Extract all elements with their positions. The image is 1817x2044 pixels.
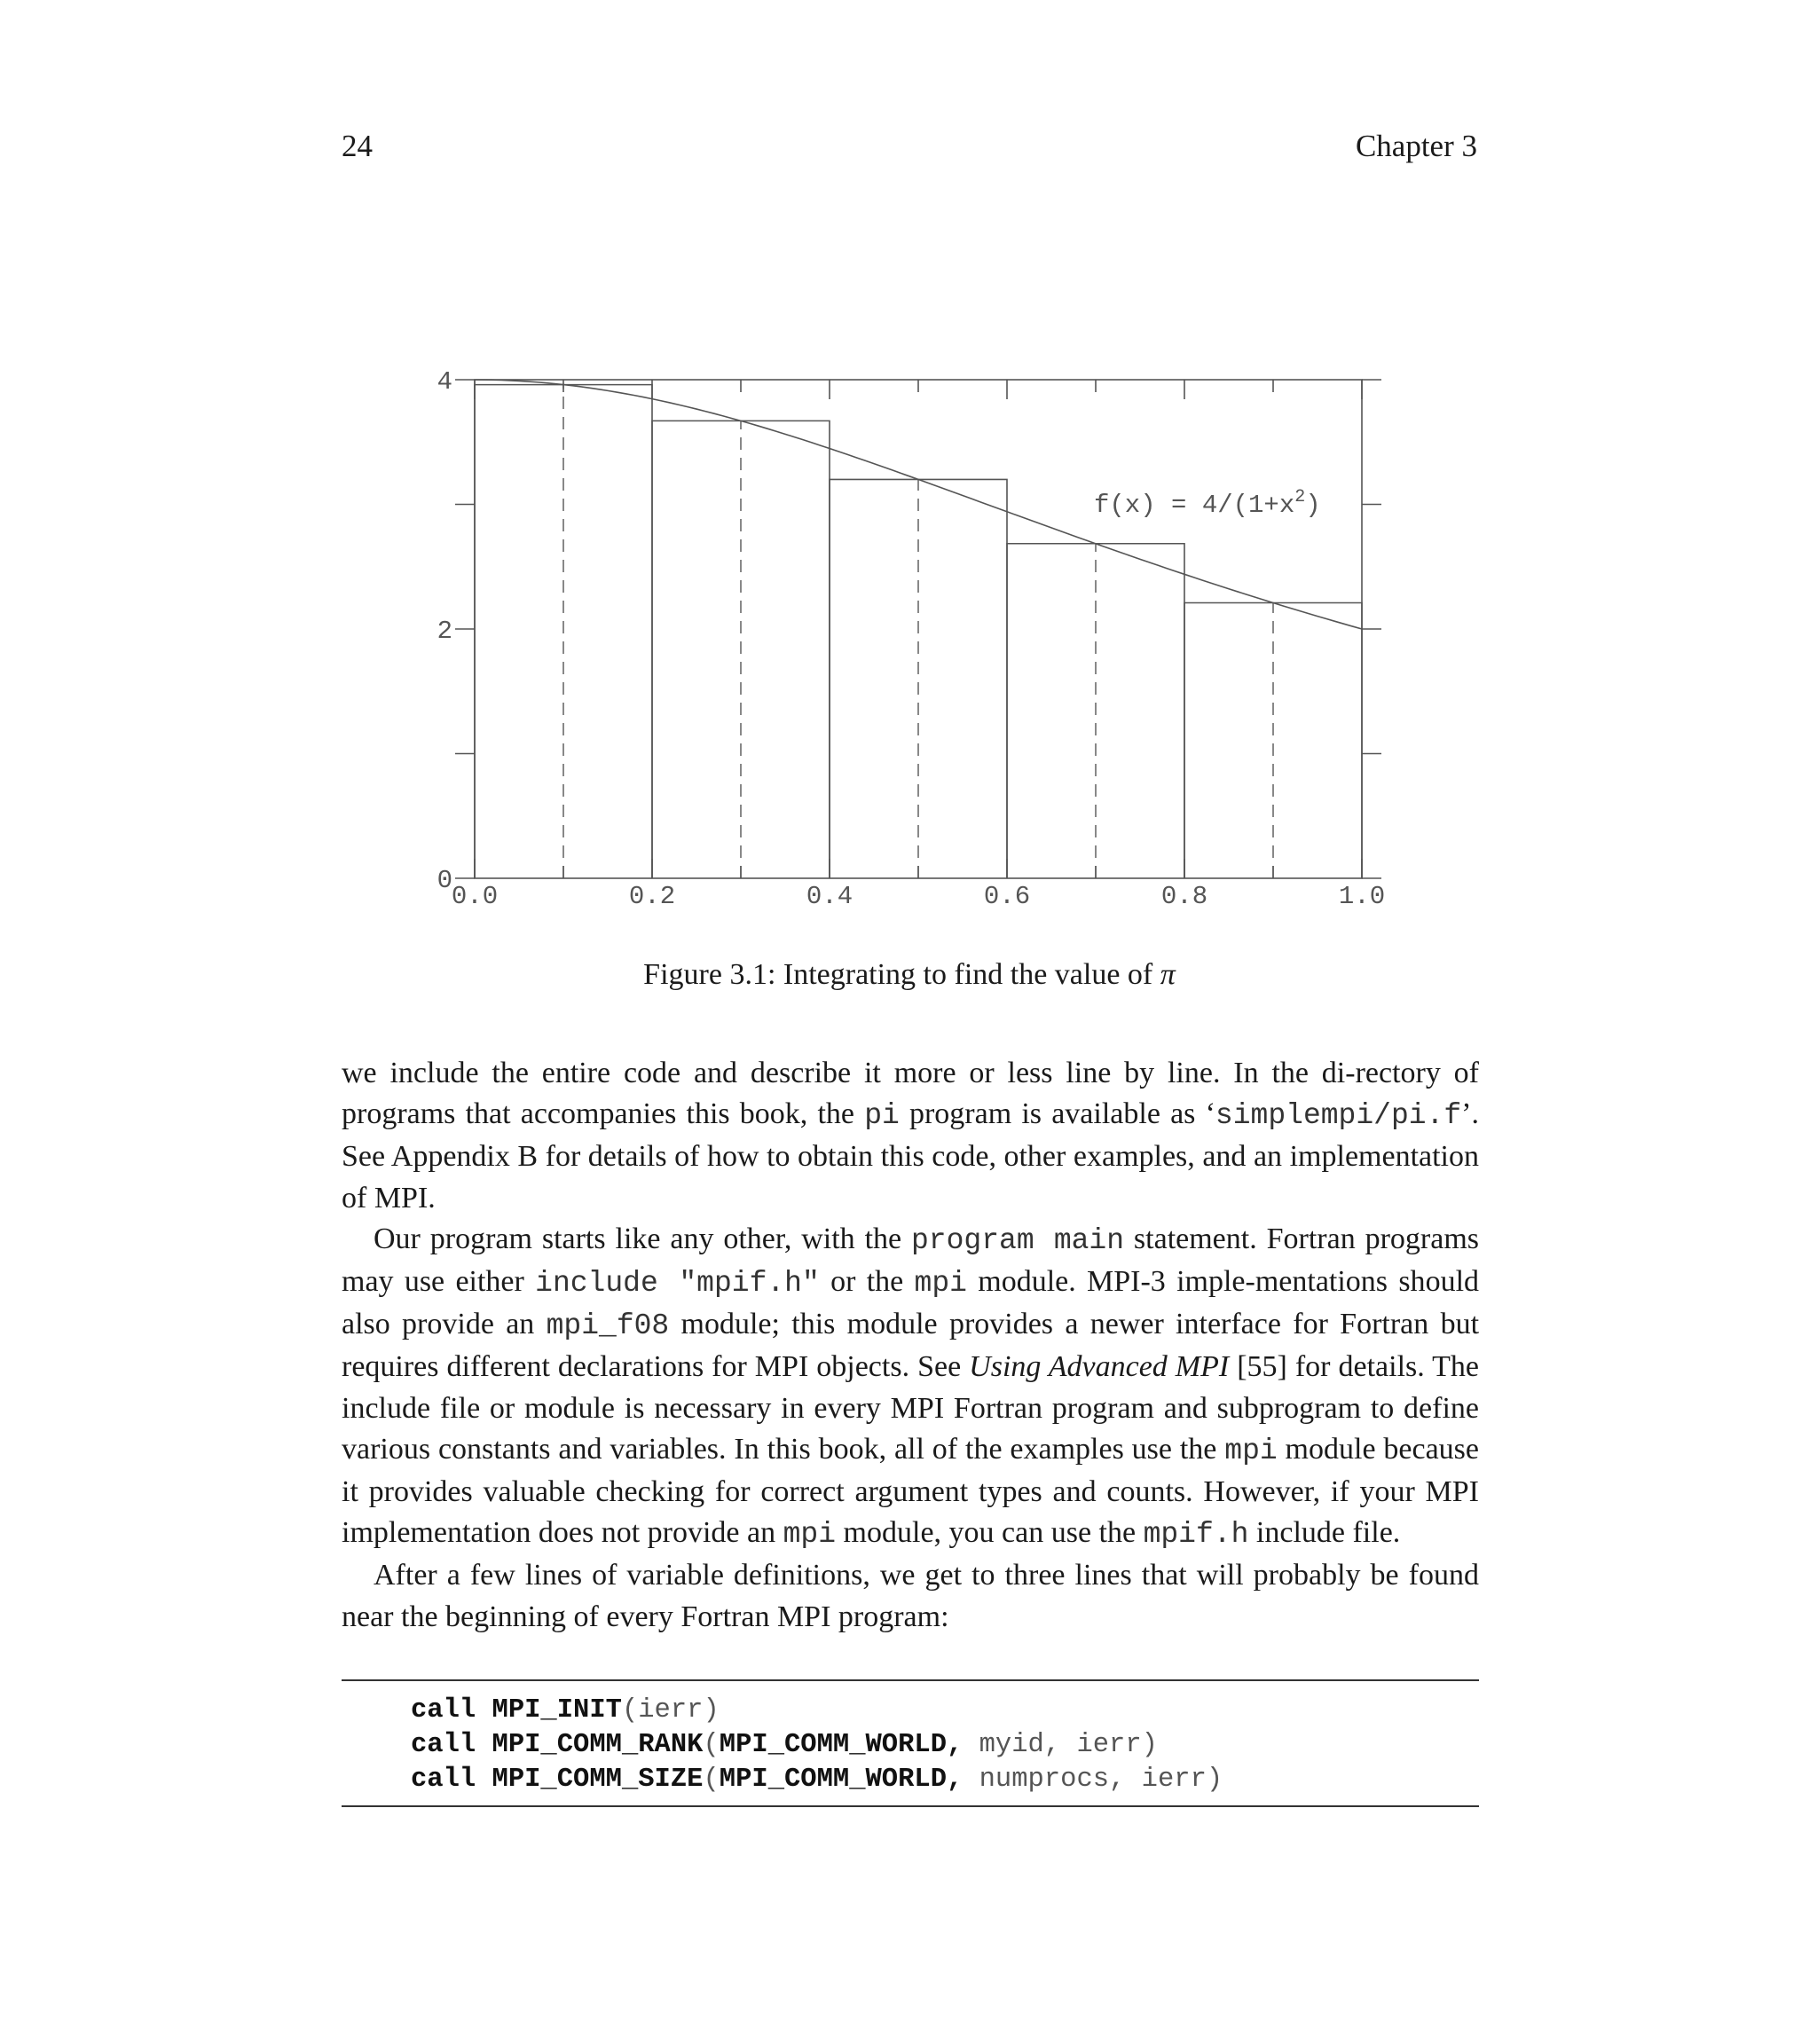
text-run: program is available as ‘ [899,1097,1215,1131]
code-paren: ( [703,1730,720,1760]
code-keyword: call [411,1765,492,1795]
code-args: numprocs, ierr) [963,1765,1223,1795]
code-keyword: call [411,1730,492,1760]
chapter-title: Chapter 3 [1355,129,1477,163]
caption-pi-symbol: π [1160,958,1176,991]
x-tick-label: 0.6 [983,882,1031,911]
text-run: ’. See Appendix B for details of how to obtain this code, other examples, and an implementation of MPI. [342,1097,1479,1215]
inline-code: include "mpif.h" [535,1267,820,1301]
body-text [342,1053,1479,1638]
inline-code: mpi [1224,1434,1278,1467]
code-constant: MPI_COMM_WORLD, [719,1730,964,1760]
text-run: we include the entire code and describe it more or less line by line. In the di-rectory of programs that accompanies this book, the [342,1057,1479,1131]
paragraph-1 [342,1053,1479,1219]
text-run: include file. [1248,1516,1401,1550]
text-run: module because it provides valuable checking for correct argument types and counts. However, if your MPI implementation does not provide an [342,1432,1480,1550]
code-function: MPI_COMM_RANK [492,1730,704,1760]
caption-text: Figure 3.1: Integrating to find the value of [643,958,1160,991]
x-tick-label: 0.2 [628,882,676,911]
code-lines [411,1694,1223,1797]
text-run: After a few lines of variable definitions, we get to three lines that will probably be found near the beginning of every Fortran MPI program: [342,1559,1479,1633]
code-keyword: call [411,1695,492,1726]
text-run: module, you can use the [836,1516,1144,1550]
curve-label: $f(x) = 4/(1+x^2)$ [1094,487,1321,520]
book-title: Using Advanced MPI [969,1350,1230,1384]
paragraph-2 [342,1219,1479,1556]
inline-code: simplempi/pi.f [1215,1099,1462,1133]
inline-code: program main [911,1223,1125,1257]
text-run: Our program starts like any other, with the [374,1222,911,1255]
y-tick-label: 0 [437,866,452,895]
code-function: MPI_INIT [492,1695,622,1726]
x-tick-label: 1.0 [1338,882,1386,911]
text-run: module; this module provides a newer interface for Fortran but requires different declarations for MPI objects. See [342,1308,1480,1384]
figure-caption [342,958,1477,992]
text-run: [55] for details. The include file or module is necessary in every MPI Fortran program and subprogram to define various constants and variables. In this book, all of the examples use the [342,1350,1479,1466]
text-run: or the [819,1265,915,1299]
inline-code: mpi_f08 [546,1309,670,1343]
inline-code: mpi [783,1518,837,1552]
code-args: (ierr) [621,1695,720,1726]
integration-figure [0,0,1817,940]
inline-code: mpi [914,1267,967,1301]
code-args: myid, ierr) [963,1730,1158,1760]
code-constant: MPI_COMM_WORLD, [719,1765,964,1795]
text-run: statement. Fortran programs may use either [342,1222,1479,1299]
y-tick-label: 2 [437,617,452,646]
code-paren: ( [703,1765,720,1795]
x-tick-label: 0.0 [451,882,499,911]
text-run: module. MPI-3 imple-mentations should also provide an [342,1265,1480,1341]
page-number: 24 [342,129,373,163]
code-listing [342,1679,1479,1807]
paragraph-3 [342,1555,1479,1637]
x-tick-label: 0.4 [806,882,853,911]
x-tick-label: 0.8 [1160,882,1208,911]
code-function: MPI_COMM_SIZE [492,1765,704,1795]
histogram-bar [830,479,1007,878]
inline-code: mpif.h [1143,1518,1249,1552]
inline-code: pi [864,1099,900,1133]
y-tick-label: 4 [437,367,452,397]
